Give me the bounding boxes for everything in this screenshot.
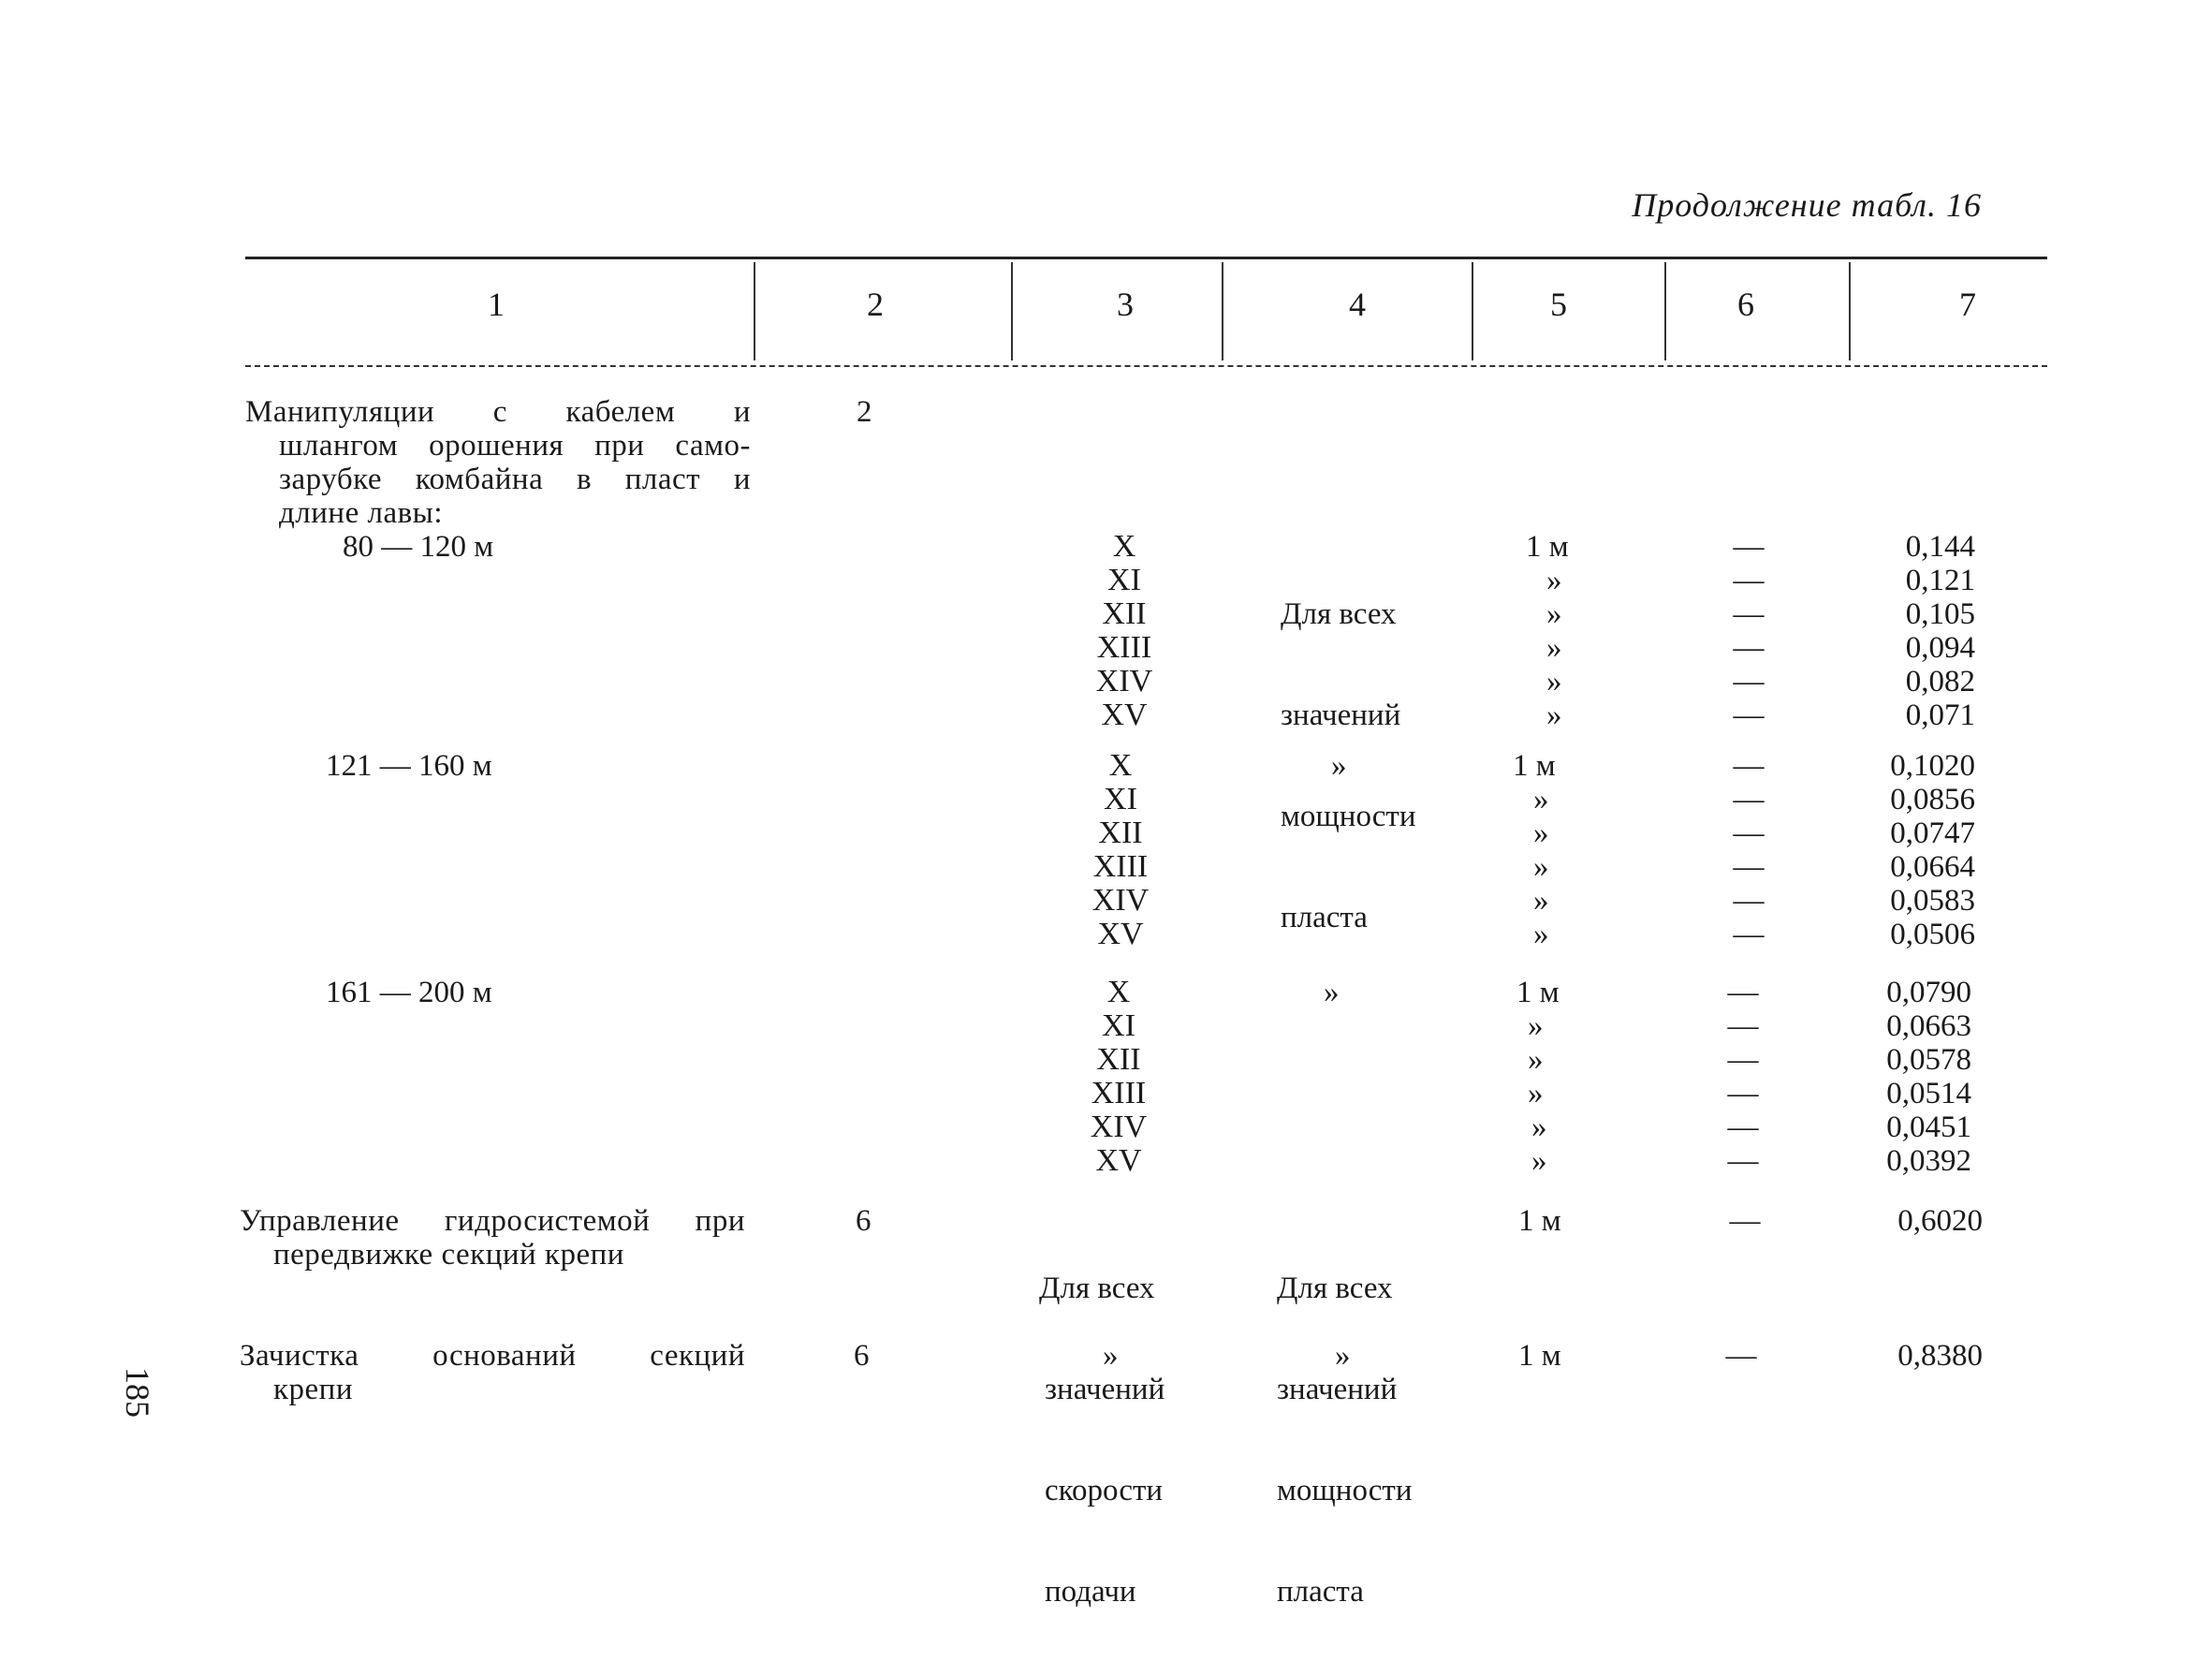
col-7-value: 0,144 (1905, 530, 1975, 564)
row-3-col-2: 6 (854, 1339, 870, 1373)
col-4-line: пласта (1281, 901, 1368, 934)
col-6-value: — (1727, 1110, 1759, 1144)
row-3-description (240, 1339, 745, 1406)
col-7-value: 0,0451 (1886, 1110, 1971, 1144)
column-header-3: 3 (1117, 286, 1134, 323)
description-line: шлангом орошения при само- (279, 429, 751, 463)
roman-numeral: XIII (1096, 630, 1152, 665)
col-7-value: 0,0514 (1886, 1077, 1971, 1110)
column-header-2: 2 (867, 286, 884, 323)
subgroup-2-col-5 (1513, 749, 1556, 951)
col-7-value: 0,0664 (1890, 850, 1975, 884)
subgroup-2-col-7 (1825, 749, 1975, 951)
col-4-line: пласта (1277, 1575, 1364, 1609)
row-3-col-7: 0,8380 (1897, 1339, 1983, 1373)
col-7-value: 0,0506 (1890, 918, 1975, 951)
col-5-value: » (1528, 1077, 1544, 1110)
subgroup-3-col-4: » (1324, 976, 1340, 1009)
subgroup-3-col-5 (1516, 976, 1560, 1178)
col-6-value: — (1733, 884, 1765, 918)
row-2-col-5: 1 м (1518, 1204, 1561, 1238)
col-7-value: 0,0747 (1890, 816, 1975, 850)
subgroup-1-romans (1063, 530, 1185, 732)
subgroup-2-range: 121 — 160 м (326, 749, 492, 783)
roman-numeral: XIII (1092, 849, 1149, 884)
row-3-col-5: 1 м (1518, 1339, 1561, 1373)
col-6-value: — (1733, 665, 1765, 698)
col-6-value: — (1727, 1009, 1759, 1043)
column-divider (754, 262, 755, 360)
table-continuation-caption: Продолжение табл. 16 (1632, 186, 1982, 224)
subgroup-3-romans (1058, 976, 1179, 1178)
col-4-line: Для всех (1281, 597, 1397, 631)
roman-numeral: XIII (1091, 1076, 1147, 1110)
subgroup-1-col-5 (1526, 530, 1569, 732)
col-3-line: скорости (1045, 1474, 1164, 1507)
row-3-col-6: — (1725, 1339, 1757, 1373)
column-divider (1849, 262, 1851, 360)
col-6-value: — (1733, 564, 1765, 597)
table-header-rule (245, 365, 2047, 367)
col-5-value: 1 м (1513, 749, 1556, 783)
row-2-description (240, 1204, 745, 1272)
row-1-description (245, 395, 751, 530)
column-divider (1664, 262, 1666, 360)
col-7-value: 0,0392 (1886, 1144, 1971, 1178)
col-5-value: » (1546, 564, 1562, 597)
description-line: крепи (273, 1373, 353, 1406)
col-6-value: — (1733, 698, 1765, 732)
col-3-line: подачи (1045, 1575, 1136, 1609)
roman-numeral: XV (1097, 917, 1144, 951)
col-7-value: 0,0856 (1890, 783, 1975, 816)
col-7-value: 0,121 (1905, 564, 1975, 597)
subgroup-2-romans (1060, 749, 1181, 951)
roman-numeral: XII (1102, 596, 1147, 631)
col-7-value: 0,094 (1905, 631, 1975, 665)
col-5-value: » (1546, 698, 1562, 732)
row-2-col-6: — (1729, 1204, 1761, 1238)
col-6-value: — (1727, 1043, 1759, 1077)
col-5-value: 1 м (1516, 976, 1560, 1009)
row-2-col-3 (1039, 1204, 1165, 1676)
column-header-4: 4 (1349, 286, 1366, 323)
col-5-value: » (1531, 1110, 1547, 1144)
description-line: передвижке секций крепи (273, 1238, 624, 1272)
col-6-value: — (1733, 918, 1765, 951)
row-3-col-3: » (1103, 1339, 1119, 1373)
roman-numeral: XII (1096, 1042, 1141, 1077)
col-6-value: — (1733, 530, 1765, 564)
col-6-value: — (1733, 749, 1765, 783)
col-5-value: » (1546, 597, 1562, 631)
description-line: зарубке комбайна в пласт и (279, 463, 751, 496)
roman-numeral: XV (1101, 698, 1148, 732)
col-7-value: 0,0583 (1890, 884, 1975, 918)
col-5-value: » (1531, 1144, 1547, 1178)
col-6-value: — (1733, 783, 1765, 816)
roman-numeral: XI (1104, 782, 1137, 816)
col-7-value: 0,082 (1905, 665, 1975, 698)
roman-numeral: XIV (1091, 883, 1150, 918)
column-divider (1222, 262, 1223, 360)
subgroup-1-col-4 (1281, 530, 1416, 1002)
col-7-value: 0,0578 (1886, 1043, 1971, 1077)
row-3-col-4: » (1335, 1339, 1351, 1373)
column-header-1: 1 (488, 286, 505, 323)
col-6-value: — (1727, 1144, 1759, 1178)
subgroup-2-col-6 (1721, 749, 1777, 951)
page-number: 185 (119, 1367, 156, 1418)
subgroup-1-range: 80 — 120 м (343, 530, 494, 564)
description-line: Управление гидросистемой при (240, 1204, 745, 1238)
column-divider (1472, 262, 1473, 360)
subgroup-1-col-6 (1721, 530, 1777, 732)
col-5-value: » (1533, 884, 1549, 918)
col-5-value: » (1528, 1043, 1544, 1077)
roman-numeral: XIV (1095, 664, 1153, 698)
col-3-line: Для всех (1039, 1272, 1155, 1305)
row-2-col-2: 6 (856, 1204, 872, 1238)
subgroup-3-col-7 (1822, 976, 1971, 1178)
col-5-value: » (1533, 850, 1549, 884)
table-top-rule (245, 257, 2047, 259)
roman-numeral: XII (1098, 816, 1143, 850)
col-5-value: 1 м (1526, 530, 1569, 564)
col-5-value: » (1528, 1009, 1544, 1043)
col-6-value: — (1733, 597, 1765, 631)
col-4-line: мощности (1281, 800, 1416, 833)
col-5-value: » (1546, 665, 1562, 698)
column-header-7: 7 (1959, 286, 1976, 323)
col-4-line: значений (1281, 698, 1401, 732)
description-line: Манипуляции с кабелем и (245, 395, 751, 429)
col-7-value: 0,0663 (1886, 1009, 1971, 1043)
row-1-col-2: 2 (857, 395, 872, 429)
col-5-value: » (1533, 816, 1549, 850)
subgroup-1-col-7 (1825, 530, 1975, 732)
col-4-line: значений (1277, 1373, 1398, 1406)
col-6-value: — (1727, 1077, 1759, 1110)
roman-numeral: X (1108, 748, 1133, 783)
roman-numeral: XV (1095, 1143, 1142, 1178)
column-header-5: 5 (1550, 286, 1567, 323)
col-7-value: 0,0790 (1886, 976, 1971, 1009)
roman-numeral: XI (1102, 1008, 1135, 1043)
col-6-value: — (1727, 976, 1759, 1009)
col-4-line: мощности (1277, 1474, 1413, 1507)
col-5-value: » (1546, 631, 1562, 665)
col-6-value: — (1733, 816, 1765, 850)
subgroup-3-col-6 (1715, 976, 1771, 1178)
roman-numeral: X (1112, 529, 1136, 564)
roman-numeral: XI (1107, 563, 1141, 597)
subgroup-2-col-4: » (1331, 749, 1347, 783)
row-2-col-7: 0,6020 (1897, 1204, 1983, 1238)
subgroup-3-range: 161 — 200 м (326, 976, 492, 1009)
description-line: длине лавы: (279, 496, 444, 530)
col-5-value: » (1533, 783, 1549, 816)
roman-numeral: X (1106, 975, 1131, 1009)
col-3-line: значений (1045, 1373, 1165, 1406)
col-4-line: Для всех (1277, 1272, 1393, 1305)
col-6-value: — (1733, 631, 1765, 665)
col-6-value: — (1733, 850, 1765, 884)
col-5-value: » (1533, 918, 1549, 951)
column-divider (1011, 262, 1013, 360)
column-header-6: 6 (1737, 286, 1754, 323)
roman-numeral: XIV (1090, 1110, 1148, 1144)
col-7-value: 0,071 (1905, 698, 1975, 732)
col-7-value: 0,105 (1905, 597, 1975, 631)
row-2-col-4 (1277, 1204, 1413, 1676)
col-7-value: 0,1020 (1890, 749, 1975, 783)
description-line: Зачистка оснований секций (240, 1339, 745, 1373)
